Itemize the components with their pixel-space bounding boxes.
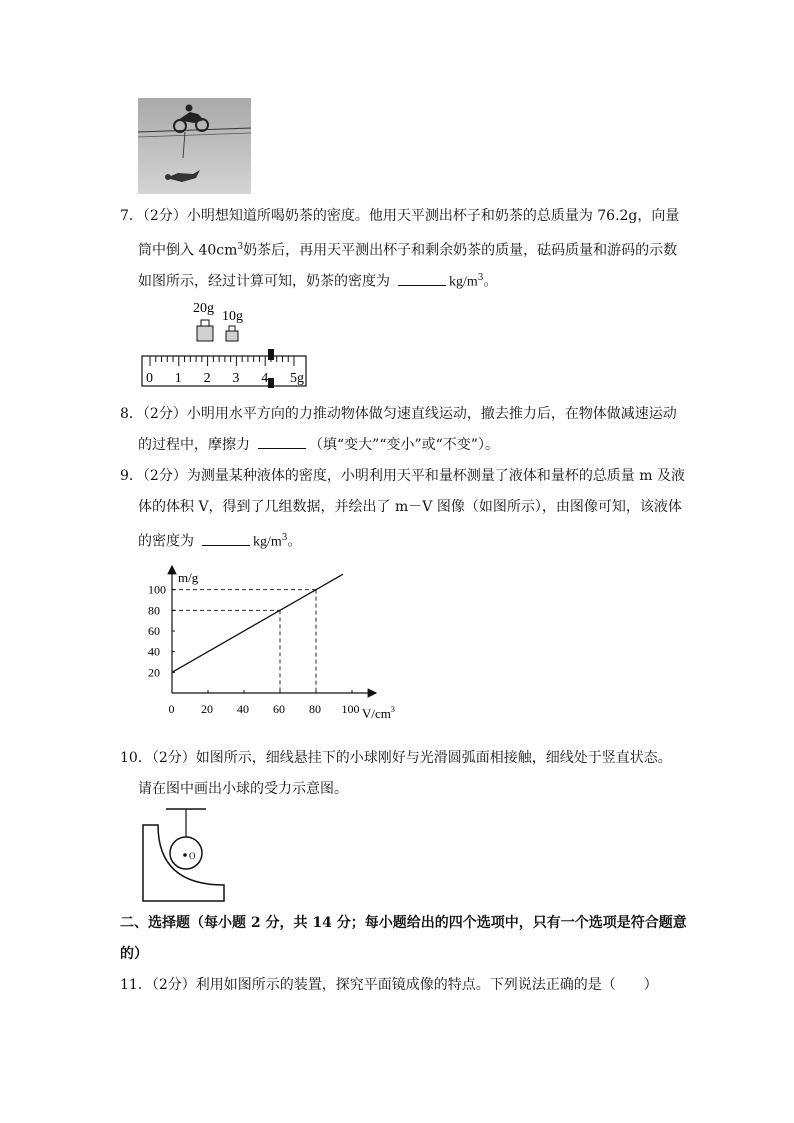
- ball-center-dot: [183, 853, 187, 857]
- y-tick-label: 20: [148, 665, 160, 680]
- balance-figure: [140, 296, 310, 391]
- q7-line3-end: 。: [483, 273, 498, 290]
- motorcycle-photo: [138, 98, 251, 194]
- q7-line2-sup: 3: [237, 242, 244, 252]
- q7-unit: kg/m: [449, 274, 478, 290]
- section2-line2: 的）: [120, 946, 148, 962]
- y-tick-label: 40: [148, 644, 160, 659]
- x-tick-label: 0: [168, 702, 175, 716]
- q7-answer-blank[interactable]: [398, 272, 446, 286]
- weight-20g-icon: [197, 320, 213, 341]
- x-tick-label: 100: [341, 702, 360, 716]
- q11-line1: 11．（2分）利用如图所示的装置，探究平面镜成像的特点。下列说法正确的是（ ）: [120, 977, 658, 993]
- ball-arc-figure[interactable]: [140, 805, 230, 905]
- q10-line1: 10．（2分）如图所示，细线悬挂下的小球刚好与光滑圆弧面相接触，细线处于竖直状态。: [120, 750, 672, 766]
- q9-line1: 9．（2分）为测量某种液体的密度，小明利用天平和量杯测量了液体和量杯的总质量 m 及液: [120, 468, 685, 484]
- chart-marks: [148, 574, 360, 716]
- y-tick-label: 60: [148, 624, 160, 638]
- x-tick-label: 80: [309, 702, 321, 716]
- q8-line2-b: （填“变大”“变小”或“不变”）。: [309, 437, 499, 453]
- q8-line2-a: 的过程中，摩擦力: [138, 437, 250, 453]
- q9-line2: 体的体积 V，得到了几组数据，并绘出了 m－V 图像（如图所示），由图像可知，该液体: [138, 499, 682, 515]
- weight-10g-icon: [226, 326, 238, 341]
- q7-line3: [138, 268, 498, 293]
- x-axis-label-text: V/cm: [362, 706, 391, 721]
- rider-top-marker[interactable]: [268, 349, 274, 360]
- weight-20g-label: 20g: [193, 301, 214, 316]
- scale-label: 1: [174, 371, 182, 386]
- y-tick-label: 100: [148, 582, 166, 597]
- q8-answer-blank[interactable]: [258, 435, 306, 449]
- q9-line3-a: 的密度为: [138, 533, 194, 550]
- x-axis-label: [362, 705, 395, 721]
- scale-label: 5g: [290, 371, 304, 386]
- x-tick-label: 60: [273, 702, 285, 716]
- section2-line1: 二、选择题（每小题 2 分，共 14 分；每小题给出的四个选项中，只有一个选项是符合题意: [120, 915, 687, 931]
- ball-label: O: [189, 851, 196, 861]
- weight-10g-label: 10g: [222, 309, 243, 324]
- q7-line2-b: 奶茶后，再用天平测出杯子和剩余奶茶的质量，砝码质量和游码的示数: [243, 242, 678, 259]
- scale-label: 3: [232, 371, 240, 386]
- q7-line3-a: 如图所示，经过计算可知，奶茶的密度为: [138, 273, 390, 290]
- x-tick-label: 40: [237, 702, 249, 716]
- mv-series-line: [172, 574, 343, 672]
- q9-unit: kg/m: [253, 534, 282, 550]
- q8-line1: 8．（2分）小明用水平方向的力推动物体做匀速直线运动，撤去推力后，在物体做减速运动: [120, 406, 677, 422]
- x-axis-label-sup: 3: [390, 705, 395, 714]
- q9-line3-end: 。: [287, 533, 302, 550]
- mv-chart: [140, 560, 410, 730]
- y-tick-label: 80: [148, 603, 160, 618]
- scale-label: 4: [261, 371, 269, 386]
- y-axis-label: m/g: [178, 570, 199, 585]
- q8-line2: [138, 435, 499, 455]
- scale-label: 2: [203, 371, 211, 386]
- q7-line2-a: 筒中倒入 40cm: [138, 242, 238, 259]
- q10-line2: 请在图中画出小球的受力示意图。: [138, 781, 348, 797]
- q7-unit-sup: 3: [477, 273, 484, 283]
- q7-line1: 7．（2分）小明想知道所喝奶茶的密度。他用天平测出杯子和奶茶的总质量为 76.2g，向量: [120, 208, 680, 224]
- ball-circle: [170, 837, 202, 869]
- x-tick-label: 20: [201, 702, 213, 716]
- q7-line2: [138, 237, 677, 261]
- q9-unit-sup: 3: [281, 533, 288, 543]
- q9-answer-blank[interactable]: [202, 532, 250, 546]
- rider-scale-bar: [142, 356, 306, 386]
- scale-label: 0: [146, 371, 153, 386]
- q9-line3: [138, 528, 302, 553]
- rider-bottom-marker[interactable]: [268, 378, 274, 388]
